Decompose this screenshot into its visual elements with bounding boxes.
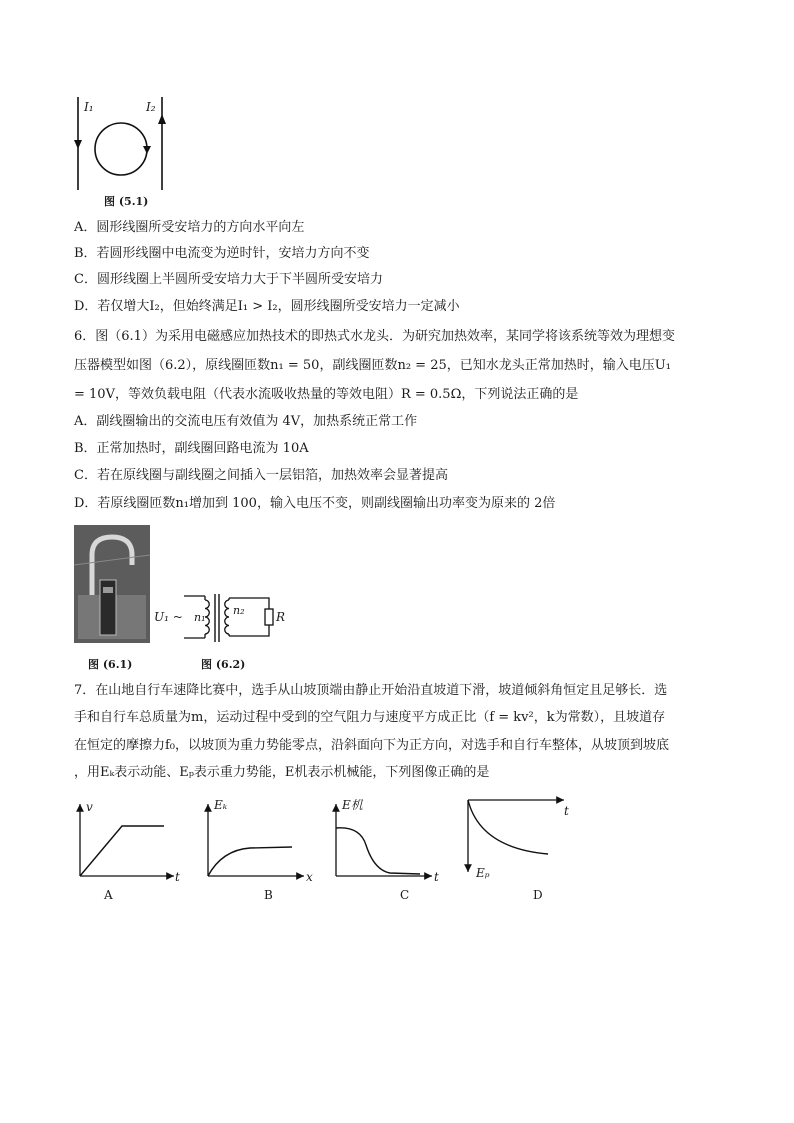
graph-d-curve xyxy=(468,800,548,854)
current-i2-label: I₂ xyxy=(146,100,156,114)
q7-stem-line-1: 7．在山地自行车速降比赛中，选手从山坡顶端由静止开始沿直坡道下滑，坡道倾斜角恒定且足够长．选 xyxy=(74,683,668,698)
graph-b-ylabel: Eₖ xyxy=(214,798,228,812)
current-i1-label: I₁ xyxy=(84,100,94,114)
graph-c-xlabel: t xyxy=(434,870,439,884)
q6-option-b: B．正常加热时，副线圈回路电流为 10A xyxy=(74,441,309,456)
graph-a-xlabel: t xyxy=(175,870,180,884)
graph-a-curve xyxy=(80,826,164,876)
q7-stem-line-4: ，用Eₖ表示动能、Eₚ表示重力势能，E机表示机械能，下列图像正确的是 xyxy=(74,765,490,780)
figure-6-2-caption: 图 (6.2) xyxy=(201,658,246,671)
q6-stem-line-1: 6．图（6.1）为采用电磁感应加热技术的即热式水龙头．为研究加热效率，某同学将该系统等效为理想变 xyxy=(74,329,675,344)
q5-option-b: B．若圆形线圈中电流变为逆时针，安培力方向不变 xyxy=(74,246,370,261)
q6-stem-line-3: = 10V，等效负载电阻（代表水流吸收热量的等效电阻）R = 0.5Ω，下列说法正确的是 xyxy=(74,387,579,402)
q6-stem-line-2: 压器模型如图（6.2），原线圈匝数n₁ = 50，副线圈匝数n₂ = 25，已知水龙头正常加热时，输入电压U₁ xyxy=(74,358,671,373)
graph-b-xlabel: x xyxy=(306,870,313,884)
graph-b-axes xyxy=(208,804,304,876)
graph-c-axes xyxy=(336,804,432,876)
graph-c-curve xyxy=(336,828,420,874)
graph-d-xlabel: t xyxy=(564,804,569,818)
graph-c-ylabel: E机 xyxy=(342,798,363,812)
faucet-illustration xyxy=(74,525,150,643)
q5-option-d: D．若仅增大I₂，但始终满足I₁ > I₂，圆形线圈所受安培力一定减小 xyxy=(74,299,460,314)
graph-a-letter: A xyxy=(104,888,113,902)
q6-option-d: D．若原线圈匝数n₁增加到 100，输入电压不变，则副线圈输出功率变为原来的 2倍 xyxy=(74,496,556,511)
input-voltage-label: U₁ ~ xyxy=(154,610,183,624)
q6-option-a: A．副线圈输出的交流电压有效值为 4V，加热系统正常工作 xyxy=(74,414,418,429)
graph-a-ylabel: v xyxy=(86,800,93,814)
graph-d-ylabel: Eₚ xyxy=(476,866,490,880)
primary-turns-label: n₁ xyxy=(194,611,206,624)
graph-d-letter: D xyxy=(533,888,543,902)
q7-stem-line-3: 在恒定的摩擦力f₀，以坡顶为重力势能零点，沿斜面向下为正方向，对选手和自行车整体，从坡顶到坡底 xyxy=(74,738,670,753)
graph-d-axes xyxy=(468,800,564,872)
q6-option-c: C．若在原线圈与副线圈之间插入一层铝箔，加热效率会显著提高 xyxy=(74,468,448,483)
q7-stem-line-2: 手和自行车总质量为m，运动过程中受到的空气阻力与速度平方成正比（f = kv²，k为常数），且坡道存 xyxy=(74,710,666,725)
graph-b-letter: B xyxy=(264,888,273,902)
graph-a-axes xyxy=(80,804,174,876)
figure-5-1-caption: 图 (5.1) xyxy=(104,195,149,208)
secondary-turns-label: n₂ xyxy=(233,604,245,617)
q5-option-c: C．圆形线圈上半圆所受安培力大于下半圆所受安培力 xyxy=(74,272,383,287)
faucet-photo xyxy=(74,525,150,643)
graph-c-letter: C xyxy=(400,888,410,902)
q5-option-a: A．圆形线圈所受安培力的方向水平向左 xyxy=(74,220,305,235)
resistor-label: R xyxy=(276,610,286,624)
figure-6-1-caption: 图 (6.1) xyxy=(88,658,133,671)
graph-b-curve xyxy=(208,847,292,876)
